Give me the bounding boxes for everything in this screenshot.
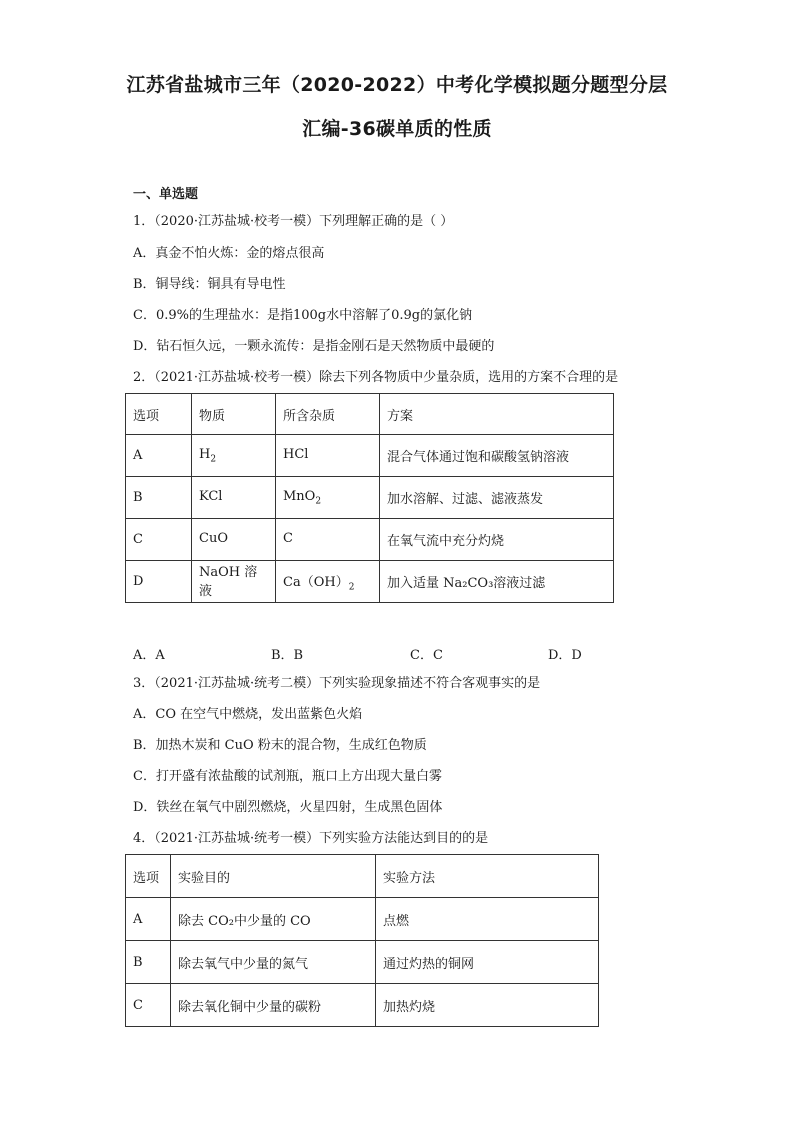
plan-cell: 加水溶解、过滤、滤液蒸发 xyxy=(380,477,614,519)
q1-stem: 1．（2020·江苏盐城·校考一模）下列理解正确的是（ ） xyxy=(133,214,454,229)
q3-stem: 3．（2021·江苏盐城·统考二模）下列实验现象描述不符合客观事实的是 xyxy=(133,676,541,691)
document-title-line1: 江苏省盐城市三年（2020-2022）中考化学模拟题分题型分层 xyxy=(126,74,668,96)
substance-text: H xyxy=(199,446,211,462)
q3-option-c: C．打开盛有浓盐酸的试剂瓶，瓶口上方出现大量白雾 xyxy=(133,769,442,784)
q3-option-d: D．铁丝在氧气中剧烈燃烧，火星四射，生成黑色固体 xyxy=(133,800,443,815)
q1-option-b: B．铜导线：铜具有导电性 xyxy=(133,277,286,292)
method-cell: 通过灼热的铜网 xyxy=(376,941,599,984)
q2-stem: 2．（2021·江苏盐城·校考一模）除去下列各物质中少量杂质，选用的方案不合理的是 xyxy=(133,370,619,385)
option-cell: A xyxy=(126,898,171,941)
table-row xyxy=(126,519,614,561)
option-cell: C xyxy=(126,519,192,561)
impurity-cell xyxy=(276,435,380,477)
table-header-row xyxy=(126,394,614,435)
impurity-text: C xyxy=(283,530,293,546)
header-cell: 方案 xyxy=(380,394,614,435)
option-cell: C xyxy=(126,984,171,1027)
q2-choice-c: C．C xyxy=(410,648,443,663)
table-row xyxy=(126,435,614,477)
goal-cell: 除去氧化铜中少量的碳粉 xyxy=(171,984,376,1027)
table-row xyxy=(126,984,599,1027)
header-cell: 实验目的 xyxy=(171,855,376,898)
subscript: 2 xyxy=(315,496,322,507)
q2-choice-b: B．B xyxy=(271,648,304,663)
table-row xyxy=(126,941,599,984)
option-cell: B xyxy=(126,941,171,984)
option-cell: B xyxy=(126,477,192,519)
subscript: 2 xyxy=(210,454,217,465)
q4-table xyxy=(125,854,599,1027)
plan-cell: 在氧气流中充分灼烧 xyxy=(380,519,614,561)
header-cell: 所含杂质 xyxy=(276,394,380,435)
substance-text: KCl xyxy=(199,488,223,504)
table-row xyxy=(126,898,599,941)
impurity-cell xyxy=(276,519,380,561)
method-cell: 点燃 xyxy=(376,898,599,941)
q2-table xyxy=(125,393,614,603)
header-cell: 实验方法 xyxy=(376,855,599,898)
impurity-cell xyxy=(276,561,380,603)
substance-cell xyxy=(192,477,276,519)
q3-option-a: A．CO 在空气中燃烧，发出蓝紫色火焰 xyxy=(133,707,363,722)
substance-cell xyxy=(192,435,276,477)
table-row xyxy=(126,561,614,603)
header-cell: 物质 xyxy=(192,394,276,435)
q4-stem: 4．（2021·江苏盐城·统考一模）下列实验方法能达到目的的是 xyxy=(133,831,489,846)
option-cell: A xyxy=(126,435,192,477)
q3-option-b: B．加热木炭和 CuO 粉末的混合物，生成红色物质 xyxy=(133,738,427,753)
document-title-line2: 汇编-36碳单质的性质 xyxy=(302,118,492,140)
q2-choice-a: A．A xyxy=(133,648,165,663)
option-cell: D xyxy=(126,561,192,603)
substance-text: NaOH 溶液 xyxy=(199,565,258,600)
impurity-cell xyxy=(276,477,380,519)
q1-option-c: C．0.9%的生理盐水：是指100g水中溶解了0.9g的氯化钠 xyxy=(133,308,473,323)
table-row xyxy=(126,477,614,519)
q2-choice-d: D．D xyxy=(548,648,582,663)
substance-cell xyxy=(192,519,276,561)
section-heading: 一、单选题 xyxy=(133,187,199,202)
goal-cell: 除去氧气中少量的氮气 xyxy=(171,941,376,984)
table-header-row xyxy=(126,855,599,898)
plan-cell: 混合气体通过饱和碳酸氢钠溶液 xyxy=(380,435,614,477)
q1-option-a: A．真金不怕火炼：金的熔点很高 xyxy=(133,246,325,261)
plan-cell: 加入适量 Na₂CO₃溶液过滤 xyxy=(380,561,614,603)
header-cell: 选项 xyxy=(126,855,171,898)
substance-cell xyxy=(192,561,276,603)
goal-cell: 除去 CO₂中少量的 CO xyxy=(171,898,376,941)
q1-option-d: D．钻石恒久远，一颗永流传：是指金刚石是天然物质中最硬的 xyxy=(133,339,495,354)
header-cell: 选项 xyxy=(126,394,192,435)
impurity-text: HCl xyxy=(283,446,309,462)
subscript: 2 xyxy=(348,582,355,593)
impurity-text: MnO xyxy=(283,488,316,504)
substance-text: CuO xyxy=(199,530,228,546)
impurity-text: Ca（OH） xyxy=(283,574,349,590)
method-cell: 加热灼烧 xyxy=(376,984,599,1027)
